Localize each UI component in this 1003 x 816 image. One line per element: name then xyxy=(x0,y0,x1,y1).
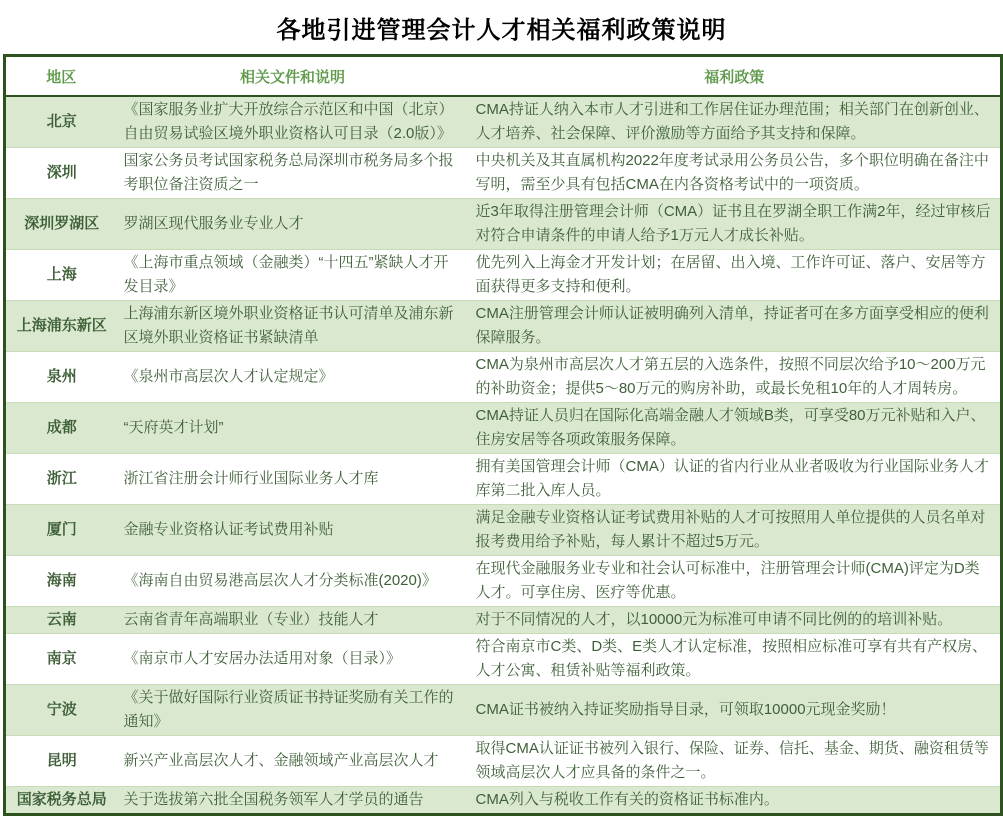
region-cell: 云南 xyxy=(46,611,77,628)
table-row xyxy=(5,96,1002,148)
page-title: 各地引进管理会计人才相关福利政策说明 xyxy=(276,17,727,44)
table-row xyxy=(5,607,1002,634)
document-cell: 关于选拔第六批全国税务领军人才学员的通告 xyxy=(123,791,424,808)
region-cell: 海南 xyxy=(46,572,77,589)
region-cell: 国家税务总局 xyxy=(16,791,107,808)
policy-cell: CMA为泉州市高层次人才第五层的入选条件，按照不同层次给予10～200万元的补助资金；提供5～80万元的购房补助，或最长免租10年的人才周转房。 xyxy=(475,356,986,397)
document-cell: 罗湖区现代服务业专业人才 xyxy=(123,215,304,232)
document-cell: 云南省青年高端职业（专业）技能人才 xyxy=(123,611,379,628)
document-cell: 《关于做好国际行业资质证书持证奖励有关工作的通知》 xyxy=(123,689,454,730)
document-cell: 新兴产业高层次人才、金融领域产业高层次人才 xyxy=(123,752,439,769)
policy-cell: 中央机关及其直属机构2022年度考试录用公务员公告，多个职位明确在备注中写明，需至少具有包括CMA在内各资格考试中的一项资质。 xyxy=(475,152,989,193)
column-header-policy: 福利政策 xyxy=(469,56,1002,97)
column-header-document: 相关文件和说明 xyxy=(117,56,469,97)
policy-cell: CMA注册管理会计师认证被明确列入清单，持证者可在多方面享受相应的便利保障服务。 xyxy=(475,305,989,346)
policy-cell: CMA持证人员归在国际化高端金融人才领域B类，可享受80万元补贴和入户、住房安居等各项政策服务保障。 xyxy=(475,407,986,448)
policy-table xyxy=(3,54,1003,816)
table-row xyxy=(5,556,1002,607)
policy-cell: 近3年取得注册管理会计师（CMA）证书且在罗湖全职工作满2年，经过审核后对符合申请条件的申请人给予1万元人才成长补贴。 xyxy=(475,203,991,244)
region-cell: 昆明 xyxy=(46,752,77,769)
region-cell: 上海浦东新区 xyxy=(16,317,107,334)
region-cell: 北京 xyxy=(46,113,77,130)
region-cell: 上海 xyxy=(46,266,77,283)
table-row xyxy=(5,454,1002,505)
document-cell: 《泉州市高层次人才认定规定》 xyxy=(123,368,334,385)
table-header-row xyxy=(5,56,1002,97)
table-row xyxy=(5,250,1002,301)
region-cell: 泉州 xyxy=(46,368,77,385)
document-cell: 《南京市人才安居办法适用对象（目录）》 xyxy=(123,650,402,667)
table-row xyxy=(5,352,1002,403)
document-cell: 《上海市重点领域（金融类）“十四五”紧缺人才开发目录》 xyxy=(123,254,449,295)
table-row xyxy=(5,403,1002,454)
document-cell: 《国家服务业扩大开放综合示范区和中国（北京）自由贸易试验区境外职业资格认可目录（2.0版）》 xyxy=(123,101,454,142)
policy-cell: 拥有美国管理会计师（CMA）认证的省内行业从业者吸收为行业国际业务人才库第二批入库人员。 xyxy=(475,458,989,499)
table-row xyxy=(5,685,1002,736)
table-row xyxy=(5,199,1002,250)
region-cell: 南京 xyxy=(46,650,77,667)
policy-cell: 取得CMA认证证书被列入银行、保险、证券、信托、基金、期货、融资租赁等领域高层次人才应具备的条件之一。 xyxy=(475,740,989,781)
table-row xyxy=(5,787,1002,815)
policy-cell: 满足金融专业资格认证考试费用补贴的人才可按照用人单位提供的人员名单对报考费用给予补贴，每人累计不超过5万元。 xyxy=(475,509,986,550)
policy-cell: CMA证书被纳入持证奖励指导目录，可领取10000元现金奖励！ xyxy=(475,701,896,718)
policy-cell: 符合南京市C类、D类、E类人才认定标准，按照相应标准可享有共有产权房、人才公寓、租赁补贴等福利政策。 xyxy=(475,638,988,679)
region-cell: 宁波 xyxy=(46,701,77,718)
policy-cell: 优先列入上海金才开发计划；在居留、出入境、工作许可证、落户、安居等方面获得更多支持和便利。 xyxy=(475,254,986,295)
policy-cell: 对于不同情况的人才，以10000元为标准可申请不同比例的的培训补贴。 xyxy=(475,611,953,628)
table-row xyxy=(5,736,1002,787)
document-cell: 《海南自由贸易港高层次人才分类标准(2020)》 xyxy=(123,572,437,589)
table-row xyxy=(5,634,1002,685)
region-cell: 深圳 xyxy=(46,164,77,181)
policy-cell: CMA列入与税收工作有关的资格证书标准内。 xyxy=(475,791,779,808)
table-row xyxy=(5,301,1002,352)
document-cell: 国家公务员考试国家税务总局深圳市税务局多个报考职位备注资质之一 xyxy=(123,152,454,193)
document-cell: 浙江省注册会计师行业国际业务人才库 xyxy=(123,470,379,487)
policy-cell: CMA持证人纳入本市人才引进和工作居住证办理范围；相关部门在创新创业、人才培养、社会保障、评价激励等方面给予其支持和保障。 xyxy=(475,101,989,142)
region-cell: 深圳罗湖区 xyxy=(24,215,100,232)
document-cell: 金融专业资格认证考试费用补贴 xyxy=(123,521,334,538)
document-cell: 上海浦东新区境外职业资格证书认可清单及浦东新区境外职业资格证书紧缺清单 xyxy=(123,305,454,346)
policy-cell: 在现代金融服务业专业和社会认可标准中，注册管理会计师(CMA)评定为D类人才。可享住房、医疗等优惠。 xyxy=(475,560,980,601)
region-cell: 厦门 xyxy=(46,521,77,538)
table-row xyxy=(5,505,1002,556)
region-cell: 浙江 xyxy=(46,470,77,487)
region-cell: 成都 xyxy=(46,419,77,436)
column-header-region: 地区 xyxy=(5,56,117,97)
table-row xyxy=(5,148,1002,199)
document-cell: “天府英才计划” xyxy=(123,419,224,436)
